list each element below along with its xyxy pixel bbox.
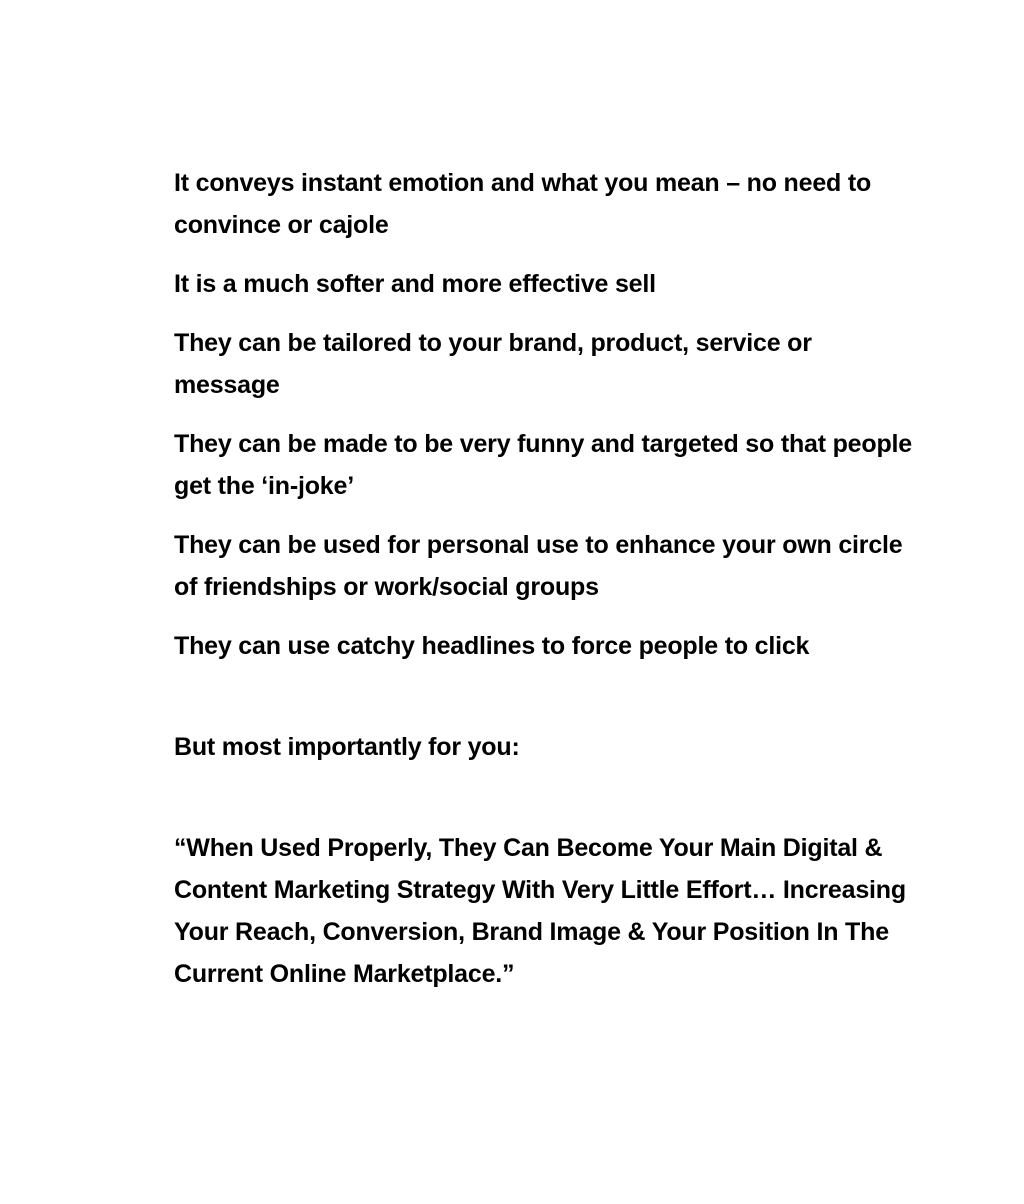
paragraph-headlines: They can use catchy headlines to force people to click xyxy=(174,632,810,660)
blank-line xyxy=(174,684,914,726)
paragraph-personal-use: They can be used for personal use to enhance your own circle of friendships or work/social groups xyxy=(174,531,903,601)
blank-line xyxy=(174,785,914,827)
quote-text: “When Used Properly, They Can Become Your Main Digital & Content Marketing Strategy With Very Little Effort… Increasing Your Reach, Conversion, Brand Image & Your Position In The Current Online Marketplace.” xyxy=(174,834,906,988)
lead-in-text: But most importantly for you: xyxy=(174,733,520,761)
paragraph-softer-sell: It is a much softer and more effective sell xyxy=(174,270,656,298)
document-body xyxy=(174,162,914,1012)
paragraph-emotion: It conveys instant emotion and what you mean – no need to convince or cajole xyxy=(174,169,872,239)
paragraph-tailored: They can be tailored to your brand, product, service or message xyxy=(174,329,812,399)
paragraph-funny: They can be made to be very funny and targeted so that people get the ‘in-joke’ xyxy=(174,430,912,500)
